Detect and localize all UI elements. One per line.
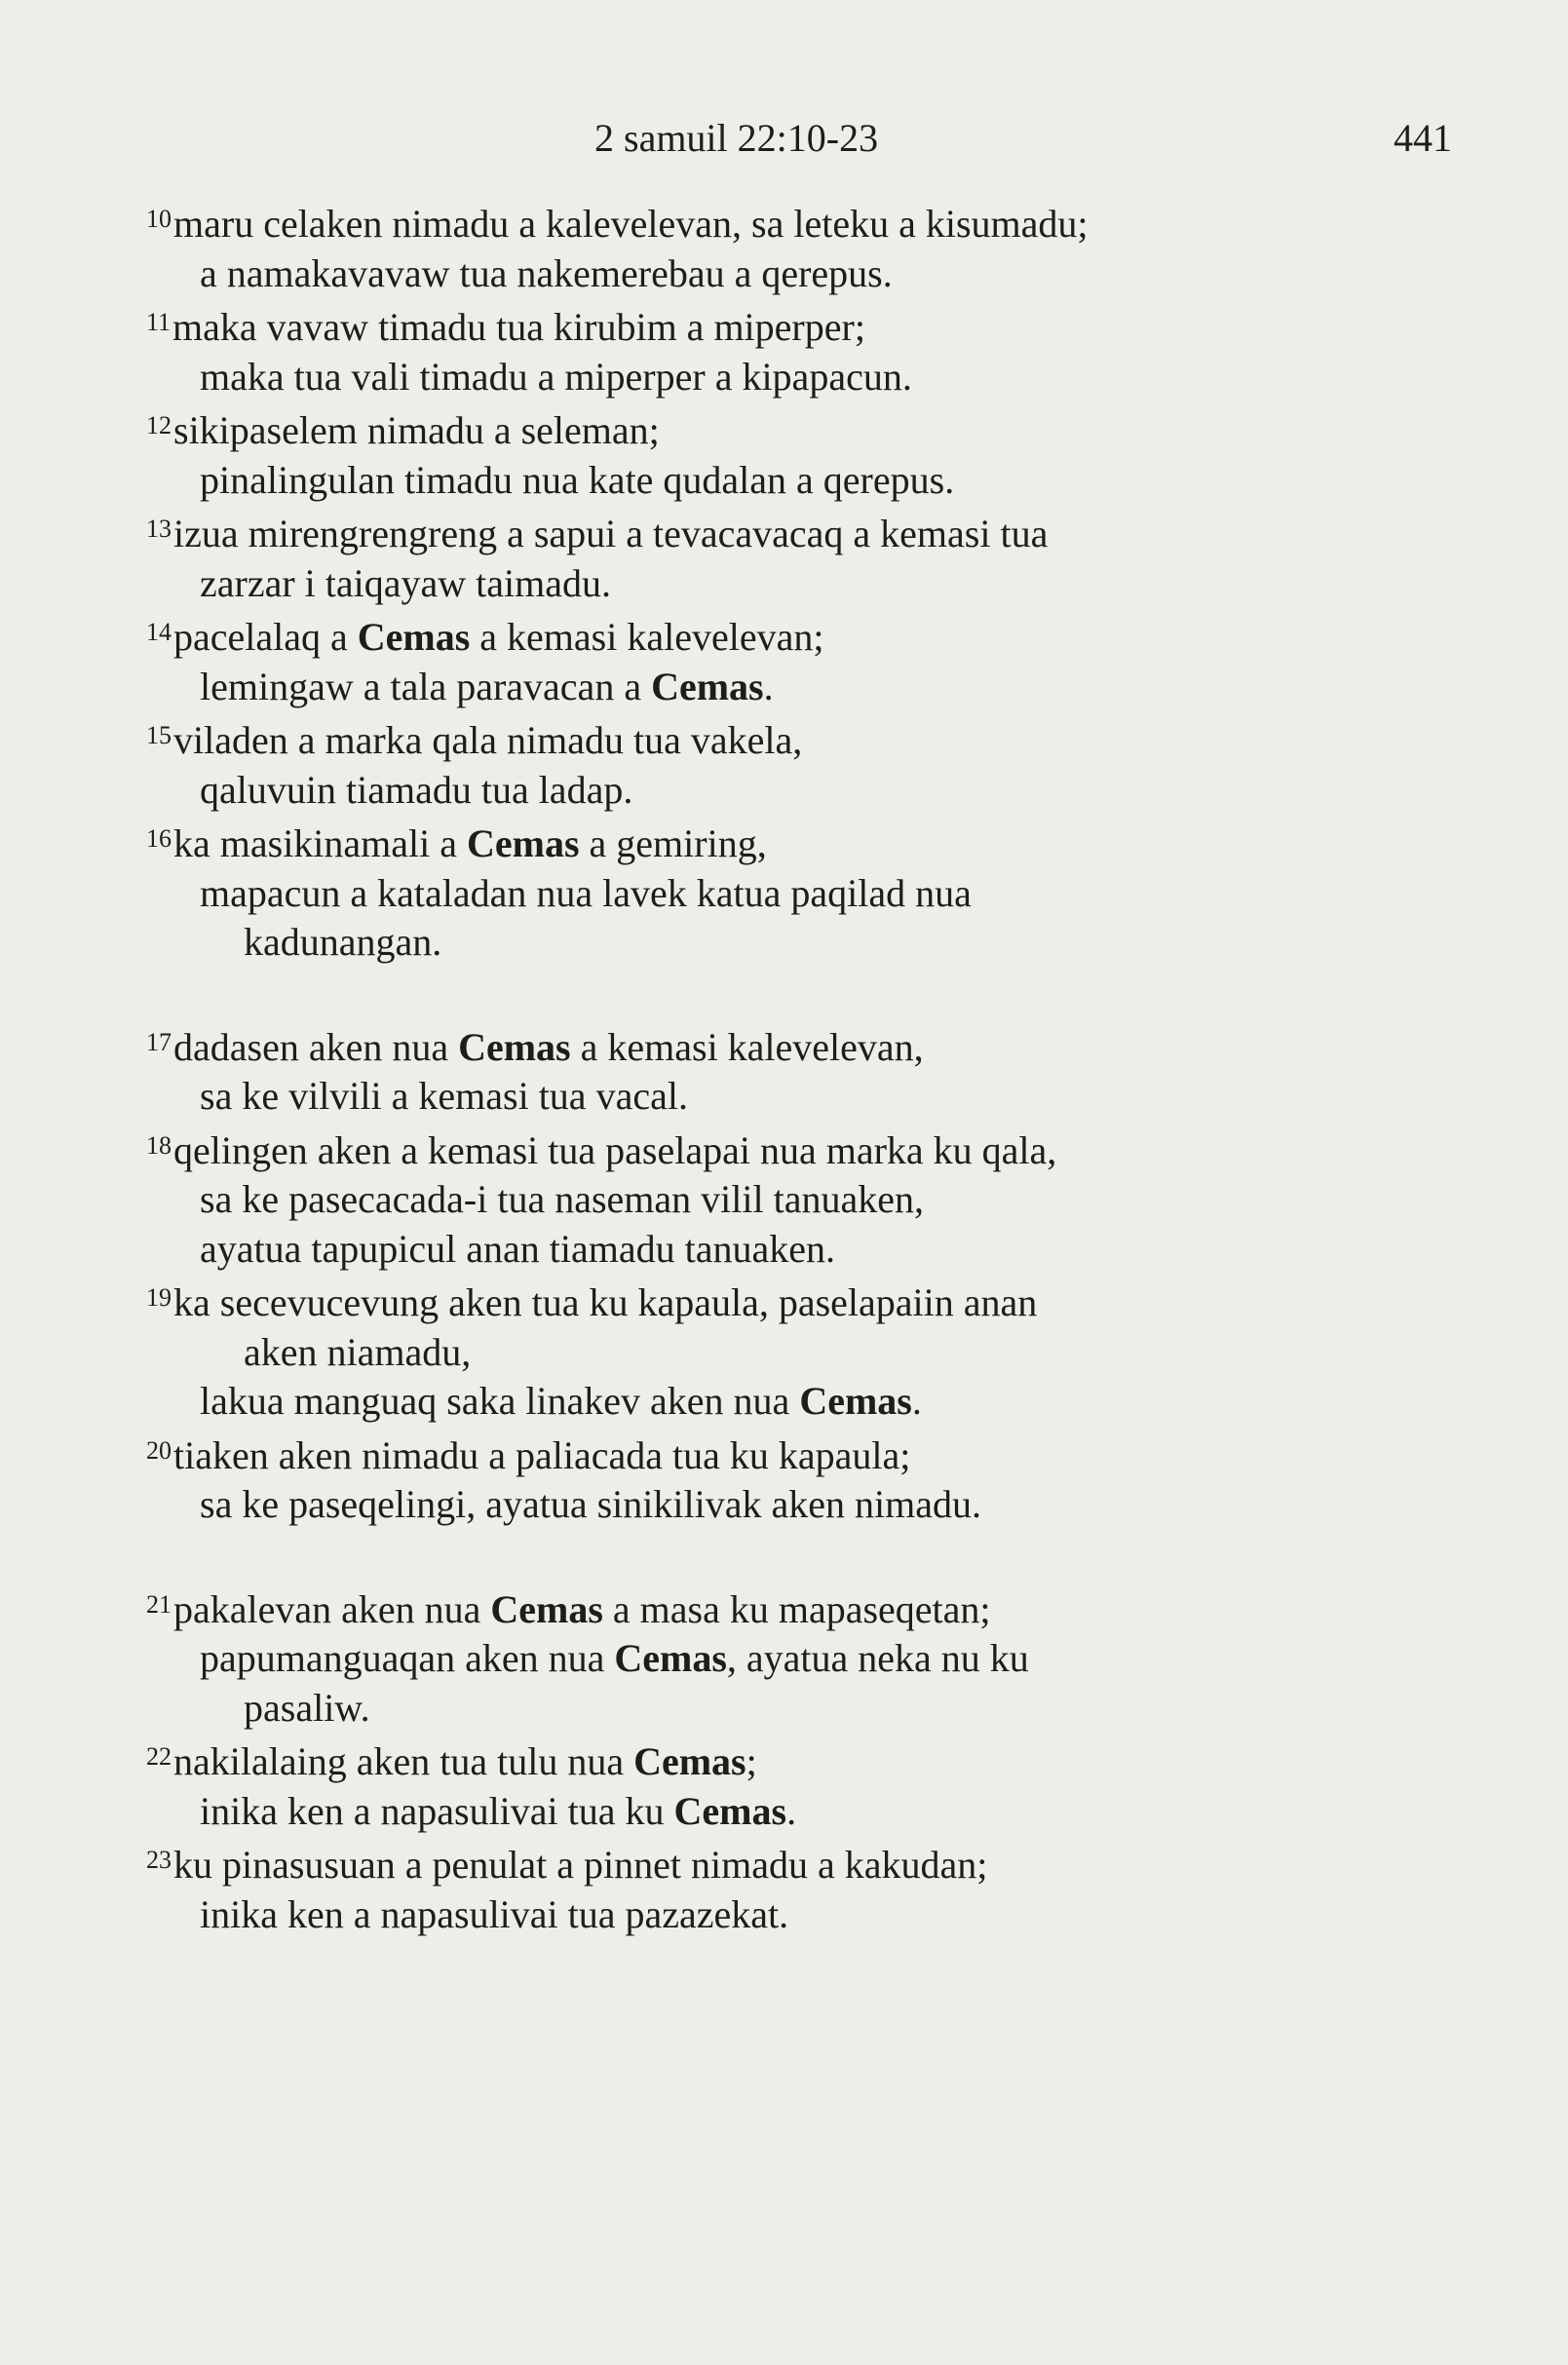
verse-number: 15 xyxy=(146,721,172,749)
divine-name: Cemas xyxy=(651,664,764,708)
verse-16 xyxy=(146,815,1442,968)
verse-column xyxy=(146,195,1442,1939)
verse-number: 23 xyxy=(146,1846,172,1874)
divine-name: Cemas xyxy=(633,1739,746,1783)
divine-name: Cemas xyxy=(458,1024,571,1069)
verse-text: sikipaselem nimadu a seleman; xyxy=(173,408,660,452)
verse-20 xyxy=(146,1427,1442,1530)
verse-text: inika ken a napasulivai tua pazazekat. xyxy=(200,1891,789,1936)
verse-15 xyxy=(146,711,1442,815)
verse-text: pacelalaq a Cemas a kemasi kalevelevan; xyxy=(173,615,824,659)
verse-number: 18 xyxy=(146,1130,172,1160)
verse-text: viladen a marka qala nimadu tua vakela, xyxy=(173,718,803,762)
verse-text: pinalingulan timadu nua kate qudalan a qerepus. xyxy=(200,457,955,502)
verse-number: 22 xyxy=(146,1742,172,1771)
verse-text: dadasen aken nua Cemas a kemasi kalevelevan, xyxy=(173,1024,924,1069)
divine-name: Cemas xyxy=(467,821,580,865)
verse-number: 13 xyxy=(146,515,172,543)
verse-12 xyxy=(146,401,1442,505)
verse-17 xyxy=(146,1018,1442,1122)
verse-text: kadunangan. xyxy=(244,920,442,964)
verse-23 xyxy=(146,1836,1442,1939)
verse-text: ku pinasusuan a penulat a pinnet nimadu a kakudan; xyxy=(173,1843,988,1887)
verse-text: papumanguaqan aken nua Cemas, ayatua neka nu ku xyxy=(200,1636,1029,1680)
verse-number: 21 xyxy=(146,1589,172,1619)
verse-text: maka tua vali timadu a miperper a kipapacun. xyxy=(200,354,912,399)
verse-text: lemingaw a tala paravacan a Cemas. xyxy=(200,664,774,708)
verse-text: zarzar i taiqayaw taimadu. xyxy=(200,560,611,605)
verse-text: sa ke vilvili a kemasi tua vacal. xyxy=(200,1074,688,1118)
verse-text: maka vavaw timadu tua kirubim a miperper; xyxy=(172,305,865,349)
verse-number: 16 xyxy=(146,824,172,853)
verse-number: 12 xyxy=(146,411,172,439)
verse-number: 17 xyxy=(146,1027,172,1056)
verse-text: qaluvuin tiamadu tua ladap. xyxy=(200,767,633,812)
verse-22 xyxy=(146,1733,1442,1836)
verse-text: nakilalaing aken tua tulu nua Cemas; xyxy=(173,1739,757,1783)
verse-number: 14 xyxy=(146,618,172,646)
verse-text: pakalevan aken nua Cemas a masa ku mapaseqetan; xyxy=(173,1586,991,1631)
stanza-break xyxy=(146,1530,1442,1581)
verse-text: pasaliw. xyxy=(244,1685,370,1730)
divine-name: Cemas xyxy=(799,1379,912,1423)
verse-text: sa ke paseqelingi, ayatua sinikilivak aken nimadu. xyxy=(200,1482,981,1526)
verse-text: maru celaken nimadu a kalevelevan, sa leteku a kisumadu; xyxy=(173,202,1089,246)
verse-14 xyxy=(146,608,1442,711)
verse-number: 11 xyxy=(146,308,172,336)
verse-text: ka secevucevung aken tua ku kapaula, paselapaiin anan xyxy=(173,1280,1038,1324)
verse-21 xyxy=(146,1581,1442,1734)
verse-number: 19 xyxy=(146,1283,172,1312)
verse-text: ka masikinamali a Cemas a gemiring, xyxy=(173,821,767,865)
verse-text: aken niamadu, xyxy=(244,1329,472,1374)
stanza-break xyxy=(146,968,1442,1018)
divine-name: Cemas xyxy=(673,1788,787,1833)
verse-text: sa ke pasecacada-i tua naseman vilil tanuaken, xyxy=(200,1177,924,1221)
verse-text: mapacun a kataladan nua lavek katua paqilad nua xyxy=(200,870,972,915)
verse-10 xyxy=(146,195,1442,298)
running-head-title: 2 samuil 22:10-23 xyxy=(594,116,879,160)
verse-number: 20 xyxy=(146,1435,172,1465)
running-head xyxy=(594,115,1452,164)
verse-text: izua mirengrengreng a sapui a tevacavacaq a kemasi tua xyxy=(173,512,1049,555)
verse-text: qelingen aken a kemasi tua paselapai nua marka ku qala, xyxy=(173,1127,1057,1172)
verse-19 xyxy=(146,1274,1442,1427)
verse-text: ayatua tapupicul anan tiamadu tanuaken. xyxy=(200,1226,835,1271)
divine-name: Cemas xyxy=(490,1586,603,1631)
verse-text: lakua manguaq saka linakev aken nua Cemas. xyxy=(200,1379,922,1423)
verse-text: inika ken a napasulivai tua ku Cemas. xyxy=(200,1788,797,1833)
divine-name: Cemas xyxy=(614,1636,727,1680)
verse-11 xyxy=(146,298,1442,401)
verse-18 xyxy=(146,1122,1442,1275)
page-number: 441 xyxy=(1394,116,1452,160)
verse-13 xyxy=(146,505,1442,608)
verse-text: a namakavavaw tua nakemerebau a qerepus. xyxy=(200,250,893,295)
verse-number: 10 xyxy=(146,205,172,233)
divine-name: Cemas xyxy=(357,615,471,659)
verse-text: tiaken aken nimadu a paliacada tua ku kapaula; xyxy=(173,1432,911,1477)
